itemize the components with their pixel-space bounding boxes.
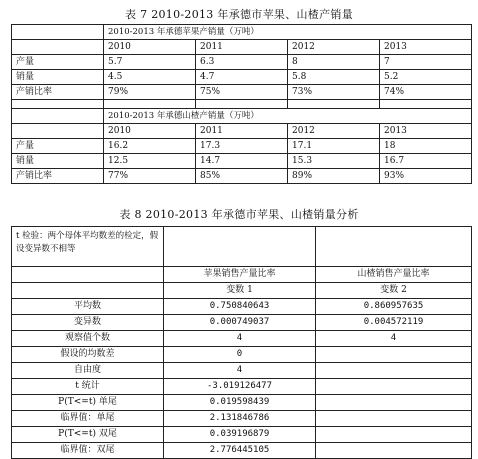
year-row-blank: [12, 40, 104, 55]
value-cell: 4.5: [104, 70, 196, 85]
stat-value-2: 0.004572119: [316, 315, 472, 331]
stat-value-1: 0: [164, 347, 316, 363]
table7-corner-2: [12, 109, 104, 124]
year-cell: 2013: [380, 124, 472, 139]
stat-row-df: [12, 363, 472, 379]
value-cell: 5.8: [288, 70, 380, 85]
stat-row-crit-one-tail: [12, 411, 472, 427]
stat-row-p-two-tail: [12, 427, 472, 443]
value-cell: 7: [380, 55, 472, 70]
year-cell: 2010: [104, 124, 196, 139]
year-cell: 2012: [288, 40, 380, 55]
stat-label: 临界值：单尾: [12, 411, 164, 427]
stat-label: P(T<=t) 双尾: [12, 427, 164, 443]
stat-value-1: 0.750840643: [164, 299, 316, 315]
value-cell: 17.3: [196, 139, 288, 154]
stat-value-1: 2.131846786: [164, 411, 316, 427]
value-cell: 15.3: [288, 154, 380, 169]
stat-label: 临界值：双尾: [12, 443, 164, 459]
blank-cell: [196, 100, 288, 109]
stat-value-1: 0.039196879: [164, 427, 316, 443]
year-row-blank: [12, 124, 104, 139]
value-cell: 93%: [380, 169, 472, 184]
stat-row-mean: [12, 299, 472, 315]
header-blank: [12, 267, 164, 283]
note-blank: [164, 227, 316, 267]
stat-value-1: 0.019598439: [164, 395, 316, 411]
apple-ratio-header: 苹果销售产量比率: [164, 267, 316, 283]
stat-row-observations: [12, 331, 472, 347]
stat-row-variance: [12, 315, 472, 331]
apple-production-row: [12, 55, 472, 70]
value-cell: 77%: [104, 169, 196, 184]
row-label: 产量: [12, 55, 104, 70]
stat-label: 自由度: [12, 363, 164, 379]
separator-row: [12, 100, 472, 109]
stat-row-hypothesized-diff: [12, 347, 472, 363]
stat-value-2: [316, 411, 472, 427]
stat-label: P(T<=t) 单尾: [12, 395, 164, 411]
hawthorn-year-row: [12, 124, 472, 139]
apple-ratio-row: [12, 85, 472, 100]
hawthorn-table-title: 2010-2013 年承德山楂产销量（万吨）: [104, 109, 472, 124]
apple-year-row: [12, 40, 472, 55]
column-header-row: [12, 267, 472, 283]
value-cell: 17.1: [288, 139, 380, 154]
variable-header-row: [12, 283, 472, 299]
year-cell: 2012: [288, 124, 380, 139]
stat-value-1: 2.776445105: [164, 443, 316, 459]
value-cell: 79%: [104, 85, 196, 100]
value-cell: 89%: [288, 169, 380, 184]
stat-value-2: [316, 347, 472, 363]
value-cell: 8: [288, 55, 380, 70]
apple-sales-row: [12, 70, 472, 85]
stat-value-2: 0.860957635: [316, 299, 472, 315]
table7-caption: 表 7 2010-2013 年承德市苹果、山楂产销量: [125, 8, 353, 21]
stat-row-p-one-tail: [12, 395, 472, 411]
value-cell: 6.3: [196, 55, 288, 70]
stat-value-2: [316, 363, 472, 379]
t-test-note: t 检验：两个母体平均数差的检定，假设变异数不相等: [12, 227, 164, 267]
row-label: 产销比率: [12, 85, 104, 100]
value-cell: 5.7: [104, 55, 196, 70]
value-cell: 16.2: [104, 139, 196, 154]
value-cell: 85%: [196, 169, 288, 184]
value-cell: 14.7: [196, 154, 288, 169]
stat-value-2: [316, 379, 472, 395]
value-cell: 75%: [196, 85, 288, 100]
value-cell: 16.7: [380, 154, 472, 169]
header-blank: [12, 283, 164, 299]
variable-2-header: 变数 2: [316, 283, 472, 299]
table7-apple-hawthorn-production-sales: [11, 24, 472, 184]
row-label: 销量: [12, 70, 104, 85]
hawthorn-ratio-row: [12, 169, 472, 184]
table7-corner: [12, 25, 104, 40]
hawthorn-production-row: [12, 139, 472, 154]
hawthorn-sales-row: [12, 154, 472, 169]
value-cell: 73%: [288, 85, 380, 100]
stat-label: 变异数: [12, 315, 164, 331]
stat-value-2: [316, 443, 472, 459]
year-cell: 2010: [104, 40, 196, 55]
stat-value-2: [316, 427, 472, 443]
value-cell: 5.2: [380, 70, 472, 85]
stat-row-t-stat: [12, 379, 472, 395]
stat-row-crit-two-tail: [12, 443, 472, 459]
note-blank: [316, 227, 472, 267]
blank-cell: [288, 100, 380, 109]
blank-cell: [380, 100, 472, 109]
stat-value-1: 4: [164, 363, 316, 379]
table8-t-test-analysis: [11, 226, 472, 459]
blank-cell: [104, 100, 196, 109]
value-cell: 18: [380, 139, 472, 154]
value-cell: 4.7: [196, 70, 288, 85]
row-label: 产量: [12, 139, 104, 154]
year-cell: 2013: [380, 40, 472, 55]
blank-cell: [12, 100, 104, 109]
stat-value-2: 4: [316, 331, 472, 347]
stat-label: 观察值个数: [12, 331, 164, 347]
table8-caption: 表 8 2010-2013 年承德市苹果、山楂销量分析: [119, 208, 359, 221]
stat-value-1: -3.019126477: [164, 379, 316, 395]
variable-1-header: 变数 1: [164, 283, 316, 299]
stat-label: 假设的均数差: [12, 347, 164, 363]
stat-value-1: 0.000749037: [164, 315, 316, 331]
stat-label: 平均数: [12, 299, 164, 315]
hawthorn-ratio-header: 山楂销售产量比率: [316, 267, 472, 283]
value-cell: 74%: [380, 85, 472, 100]
apple-table-title: 2010-2013 年承德苹果产销量（万吨）: [104, 25, 472, 40]
row-label: 产销比率: [12, 169, 104, 184]
row-label: 销量: [12, 154, 104, 169]
year-cell: 2011: [196, 40, 288, 55]
stat-value-1: 4: [164, 331, 316, 347]
apple-title-row: [12, 25, 472, 40]
stat-label: t 统计: [12, 379, 164, 395]
value-cell: 12.5: [104, 154, 196, 169]
stat-value-2: [316, 395, 472, 411]
test-note-row: [12, 227, 472, 267]
hawthorn-title-row: [12, 109, 472, 124]
year-cell: 2011: [196, 124, 288, 139]
